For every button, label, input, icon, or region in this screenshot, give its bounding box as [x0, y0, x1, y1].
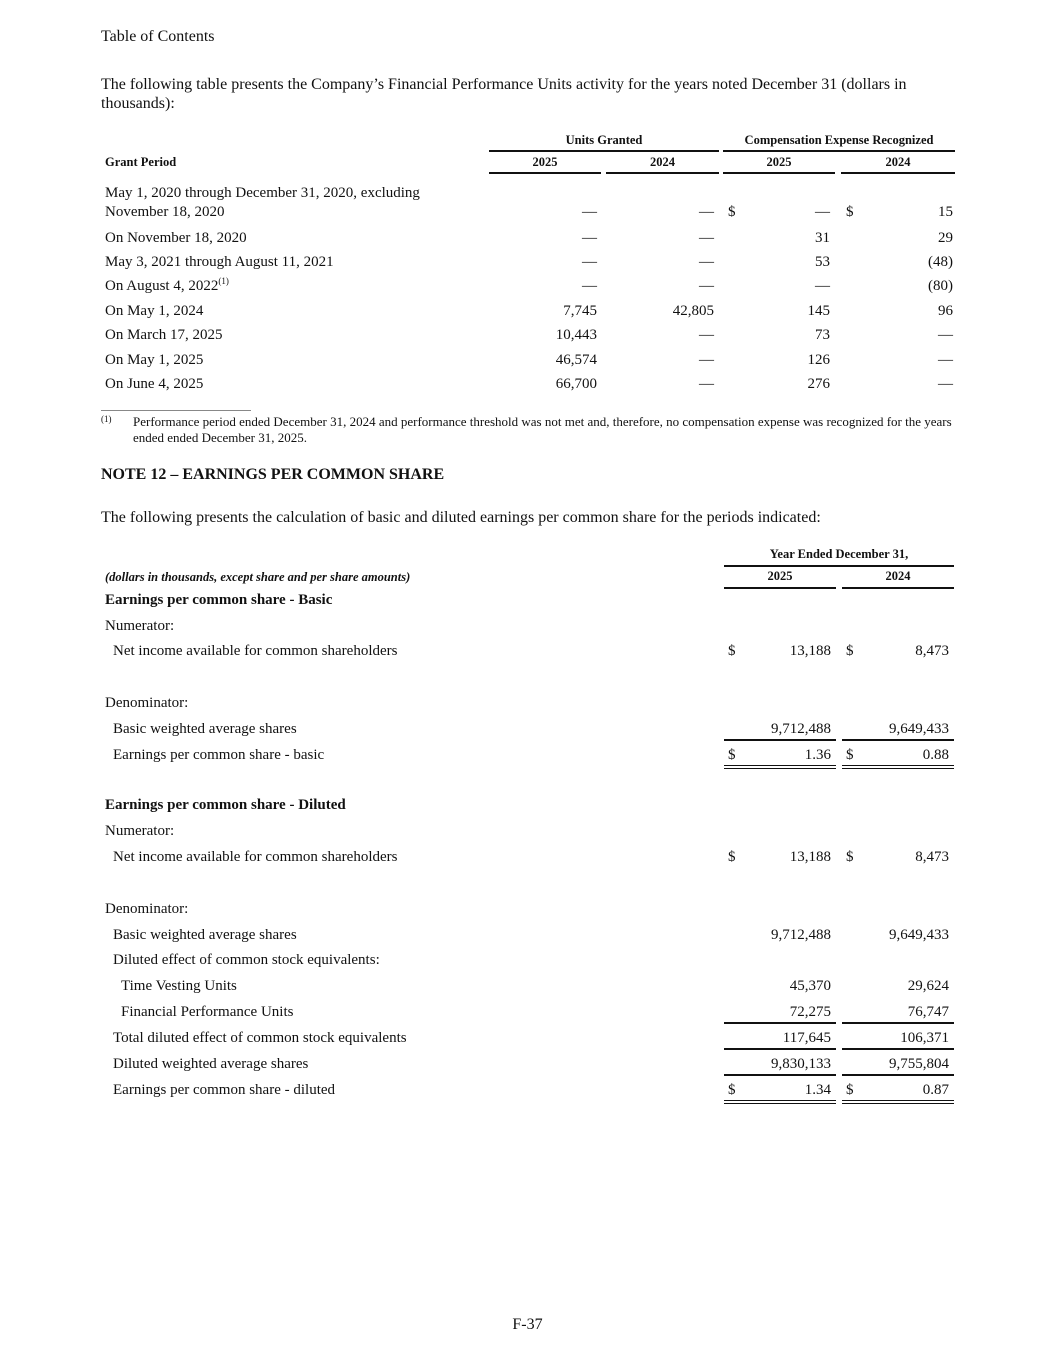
footnote-divider: [101, 410, 251, 411]
value-2024: 29,624: [907, 978, 949, 994]
grant-period-label: On May 1, 2025: [105, 352, 204, 368]
total-double-rule: [842, 765, 954, 769]
expense-2024-value: —: [938, 352, 953, 368]
value-2025: 1.36: [804, 747, 831, 763]
row-label: Diluted weighted average shares: [113, 1056, 309, 1072]
units-2025-value: —: [582, 278, 597, 294]
grant-period-label: May 1, 2020 through December 31, 2020, excluding: [105, 185, 420, 201]
units-2024-value: —: [699, 254, 714, 270]
value-2024: 9,755,804: [889, 1056, 949, 1072]
header-rule: [724, 565, 954, 567]
units-caption: (dollars in thousands, except share and per share amounts): [105, 570, 411, 584]
table-of-contents-link[interactable]: Table of Contents: [101, 28, 215, 45]
subtotal-rule: [724, 739, 836, 741]
total-double-rule: [724, 1100, 836, 1104]
value-2024: 76,747: [907, 1004, 949, 1020]
year-header: 2024: [841, 155, 955, 174]
units-2024-value: —: [699, 278, 714, 294]
row-label: Basic weighted average shares: [113, 927, 297, 943]
expense-2025-value: 126: [807, 352, 830, 368]
row-label: Diluted effect of common stock equivalents:: [113, 952, 380, 968]
units-2025-value: —: [582, 230, 597, 246]
row-label: Net income available for common shareholders: [113, 643, 398, 659]
units-2024-value: —: [699, 230, 714, 246]
header-rule: [724, 587, 836, 589]
expense-2025-value: 145: [807, 303, 830, 319]
row-label: Financial Performance Units: [121, 1004, 294, 1020]
value-2024: 0.87: [922, 1082, 949, 1098]
year-header: 2025: [723, 155, 835, 174]
dollar-sign: $: [846, 849, 854, 865]
subtotal-rule: [842, 1022, 954, 1024]
value-2025: 1.34: [804, 1082, 831, 1098]
row-label: Denominator:: [105, 901, 189, 917]
intro-paragraph: The following table presents the Company’s Financial Performance Units activity for the years noted December 31 (dollars in thousands):: [101, 76, 907, 112]
units-2025-value: 46,574: [555, 352, 597, 368]
eps-intro-paragraph: The following presents the calculation of basic and diluted earnings per common share for the periods indicated:: [101, 509, 821, 526]
value-2025: 117,645: [782, 1030, 831, 1046]
expense-2025-value: 31: [815, 230, 830, 246]
footnote-text: Performance period ended December 31, 2024 and performance threshold was not met and, therefore, no compensation expense was recognized for the years ended ended December 31, 2025.: [133, 414, 952, 445]
row-label: Net income available for common shareholders: [113, 849, 398, 865]
dollar-sign: $: [728, 1082, 736, 1098]
units-2025-value: —: [582, 254, 597, 270]
subtotal-rule: [842, 1074, 954, 1076]
value-2025: 9,712,488: [771, 927, 831, 943]
value-2025: 72,275: [789, 1004, 831, 1020]
row-label: Earnings per common share - basic: [113, 747, 325, 763]
dollar-sign: $: [728, 204, 736, 220]
dollar-sign: $: [846, 204, 854, 220]
row-label: Basic weighted average shares: [113, 721, 297, 737]
expense-2024-value: 96: [938, 303, 953, 319]
grant-period-label: November 18, 2020: [105, 204, 225, 220]
footnote-reference: (1): [218, 276, 229, 286]
grant-period-label: On June 4, 2025: [105, 376, 204, 392]
units-2025-value: 7,745: [563, 303, 597, 319]
header-rule: [842, 587, 954, 589]
section-heading: Earnings per common share - Diluted: [105, 797, 346, 813]
grant-period-label: On May 1, 2024: [105, 303, 204, 319]
dollar-sign: $: [728, 747, 736, 763]
expense-2024-value: 15: [938, 204, 953, 220]
year-header: 2024: [885, 569, 911, 583]
dollar-sign: $: [846, 1082, 854, 1098]
expense-2025-value: —: [815, 204, 830, 220]
units-2025-value: 66,700: [555, 376, 597, 392]
total-double-rule: [842, 1100, 954, 1104]
dollar-sign: $: [728, 643, 736, 659]
row-label: Denominator:: [105, 695, 189, 711]
value-2025: 45,370: [789, 978, 831, 994]
dollar-sign: $: [846, 643, 854, 659]
row-label: Numerator:: [105, 823, 175, 839]
grant-period-header: Grant Period: [105, 155, 177, 169]
row-label: Total diluted effect of common stock equivalents: [113, 1030, 407, 1046]
expense-2025-value: 73: [815, 327, 830, 343]
year-ended-header: Year Ended December 31,: [769, 547, 909, 561]
note-title: NOTE 12 – EARNINGS PER COMMON SHARE: [101, 466, 445, 483]
units-granted-header: Units Granted: [489, 133, 719, 152]
grant-period-label: May 3, 2021 through August 11, 2021: [105, 254, 334, 270]
value-2024: 8,473: [915, 643, 949, 659]
value-2024: 9,649,433: [889, 721, 949, 737]
units-2024-value: —: [699, 352, 714, 368]
expense-2025-value: —: [815, 278, 830, 294]
units-2024-value: 42,805: [672, 303, 714, 319]
page-number: F-37: [512, 1316, 543, 1333]
value-2025: 13,188: [789, 849, 831, 865]
year-header: 2025: [489, 155, 601, 174]
units-2024-value: —: [699, 376, 714, 392]
units-2024-value: —: [699, 204, 714, 220]
subtotal-rule: [724, 1022, 836, 1024]
expense-2024-value: 29: [938, 230, 953, 246]
subtotal-rule: [842, 739, 954, 741]
compensation-expense-header: Compensation Expense Recognized: [723, 133, 955, 152]
value-2025: 9,712,488: [771, 721, 831, 737]
value-2024: 106,371: [900, 1030, 949, 1046]
subtotal-rule: [842, 1048, 954, 1050]
value-2024: 0.88: [922, 747, 949, 763]
dollar-sign: $: [846, 747, 854, 763]
value-2025: 9,830,133: [771, 1056, 831, 1072]
year-header: 2025: [767, 569, 793, 583]
subtotal-rule: [724, 1048, 836, 1050]
section-heading: Earnings per common share - Basic: [105, 592, 333, 608]
subtotal-rule: [724, 1074, 836, 1076]
value-2024: 9,649,433: [889, 927, 949, 943]
value-2025: 13,188: [789, 643, 831, 659]
expense-2024-value: (48): [928, 254, 953, 270]
grant-period-label: On August 4, 2022$^{(1)}$: [105, 276, 229, 294]
expense-2024-value: —: [938, 376, 953, 392]
expense-2025-value: 276: [807, 376, 830, 392]
expense-2025-value: 53: [815, 254, 830, 270]
dollar-sign: $: [728, 849, 736, 865]
total-double-rule: [724, 765, 836, 769]
row-label: Numerator:: [105, 618, 175, 634]
grant-period-label: On November 18, 2020: [105, 230, 247, 246]
value-2024: 8,473: [915, 849, 949, 865]
units-2024-value: —: [699, 327, 714, 343]
grant-period-label: On March 17, 2025: [105, 327, 223, 343]
units-2025-value: —: [582, 204, 597, 220]
footnote-marker: (1): [101, 414, 112, 424]
row-label: Earnings per common share - diluted: [113, 1082, 336, 1098]
row-label: Time Vesting Units: [121, 978, 237, 994]
expense-2024-value: —: [938, 327, 953, 343]
units-2025-value: 10,443: [555, 327, 597, 343]
year-header: 2024: [606, 155, 719, 174]
expense-2024-value: (80): [928, 278, 953, 294]
